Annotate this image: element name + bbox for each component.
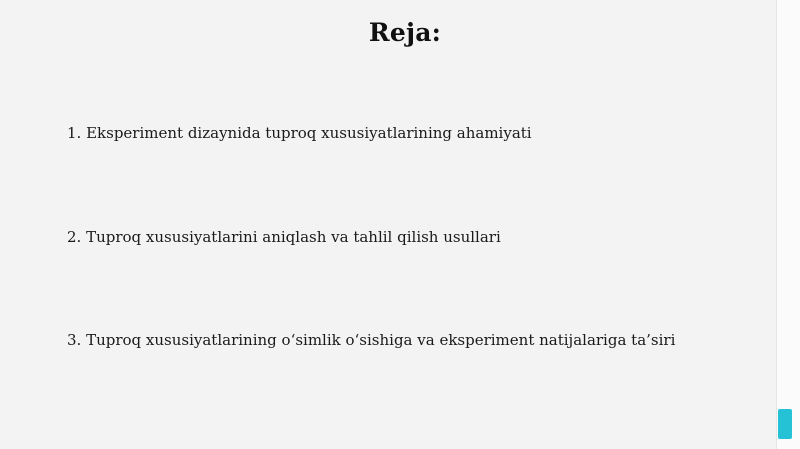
scroll-thumb[interactable] [778, 409, 792, 439]
viewer-scroll-track[interactable] [776, 0, 800, 449]
slide-title: Reja: [368, 18, 442, 47]
plan-item-3: 3. Tuproq xususiyatlarining o‘simlik o‘sishiga va eksperiment natijalariga ta’siri [67, 331, 676, 349]
plan-item-2: 2. Tuproq xususiyatlarini aniqlash va tahlil qilish usullari [67, 228, 501, 246]
plan-item-1: 1. Eksperiment dizaynida tuproq xususiyatlarining ahamiyati [67, 124, 532, 142]
